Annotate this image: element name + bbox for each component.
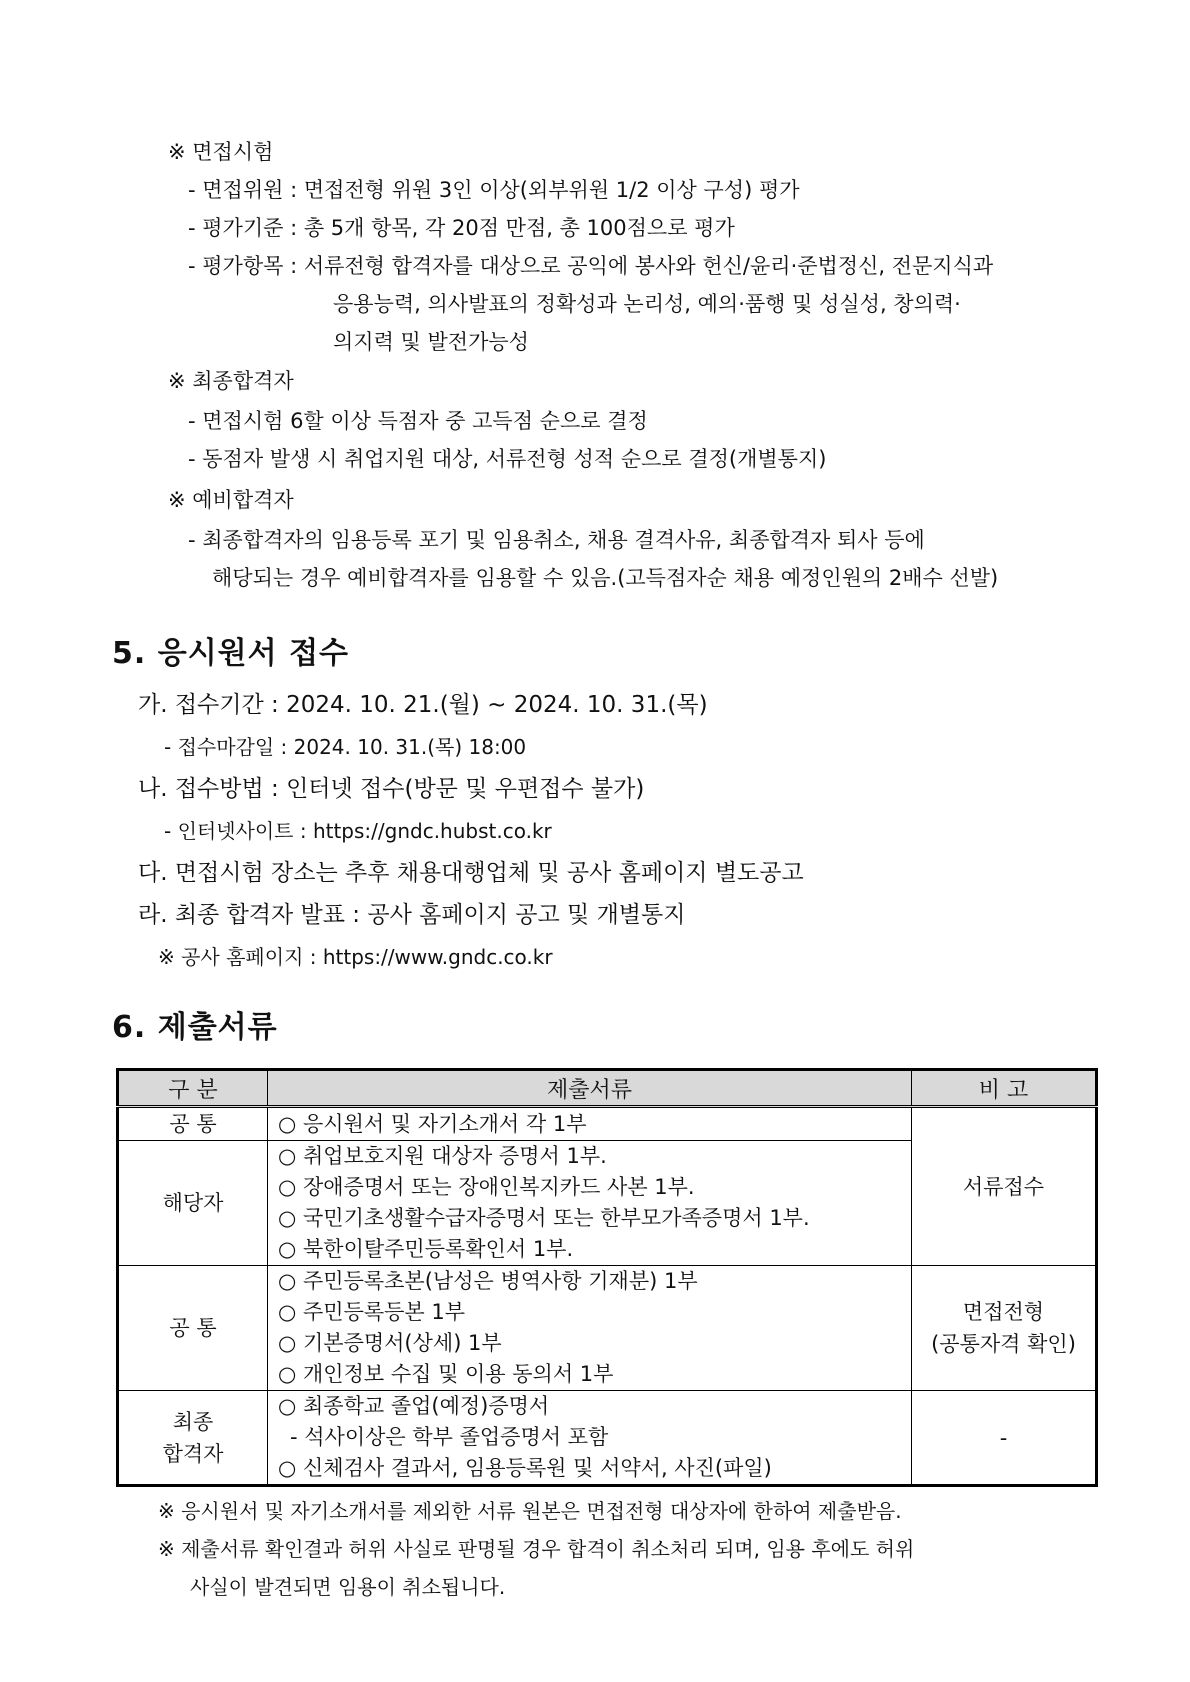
list-item: ○ 북한이탈주민등록확인서 1부. bbox=[278, 1237, 574, 1261]
interview-items-line1: - 평가항목 : 서류전형 합격자를 대상으로 공익에 봉사와 헌신/윤리·준법정신, 전문지식과 bbox=[188, 254, 994, 278]
documents-cell bbox=[268, 1266, 912, 1391]
list-item: ○ 응시원서 및 자기소개서 각 1부 bbox=[278, 1111, 587, 1136]
final-heading: ※ 최종합격자 bbox=[168, 369, 294, 393]
section5-ga: 가. 접수기간 : 2024. 10. 21.(월) ~ 2024. 10. 31.(목) bbox=[138, 692, 708, 718]
documents-cell bbox=[268, 1141, 912, 1266]
list-item: - 석사이상은 학부 졸업증명서 포함 bbox=[290, 1425, 609, 1449]
list-item: ○ 주민등록초본(남성은 병역사항 기재분) 1부 bbox=[278, 1269, 698, 1293]
interview-items-line3: 의지력 및 발전가능성 bbox=[333, 330, 529, 354]
interview-heading: ※ 면접시험 bbox=[168, 140, 274, 164]
remarks-cell: 면접전형 (공통자격 확인) bbox=[912, 1266, 1097, 1391]
reserve-line2: 해당되는 경우 예비합격자를 임용할 수 있음.(고득점자순 채용 예정인원의 2배수 선발) bbox=[212, 566, 999, 590]
table-header-row bbox=[118, 1070, 1097, 1107]
header-documents: 제출서류 bbox=[268, 1070, 912, 1107]
list-item: ○ 주민등록등본 1부 bbox=[278, 1300, 466, 1324]
section5-da: 다. 면접시험 장소는 추후 채용대행업체 및 공사 홈페이지 별도공고 bbox=[138, 860, 804, 886]
final-line2: - 동점자 발생 시 취업지원 대상, 서류전형 성적 순으로 결정(개별통지) bbox=[188, 447, 827, 471]
header-remarks: 비 고 bbox=[912, 1070, 1097, 1107]
list-item: ○ 기본증명서(상세) 1부 bbox=[278, 1331, 502, 1355]
reserve-heading: ※ 예비합격자 bbox=[168, 488, 294, 512]
category-cell: 최종 합격자 bbox=[118, 1391, 268, 1486]
category-cell: 공 통 bbox=[118, 1266, 268, 1391]
section5-ga-sub: - 접수마감일 : 2024. 10. 31.(목) 18:00 bbox=[164, 735, 527, 759]
section5-title: 5. 응시원서 접수 bbox=[112, 636, 350, 671]
category-cell: 공 통 bbox=[118, 1107, 268, 1141]
interview-criteria: - 평가기준 : 총 5개 항목, 각 20점 만점, 총 100점으로 평가 bbox=[188, 216, 735, 240]
table-row bbox=[118, 1266, 1097, 1391]
list-item: ○ 장애증명서 또는 장애인복지카드 사본 1부. bbox=[278, 1175, 695, 1199]
table-row bbox=[118, 1107, 1097, 1141]
interview-committee: - 면접위원 : 면접전형 위원 3인 이상(외부위원 1/2 이상 구성) 평가 bbox=[188, 178, 800, 202]
documents-table bbox=[116, 1068, 1098, 1487]
documents-cell bbox=[268, 1107, 912, 1141]
documents-note-2-line1: ※ 제출서류 확인결과 허위 사실로 판명될 경우 합격이 취소처리 되며, 임용 후에도 허위 bbox=[158, 1537, 915, 1561]
section5-na: 나. 접수방법 : 인터넷 접수(방문 및 우편접수 불가) bbox=[138, 776, 645, 802]
documents-cell bbox=[268, 1391, 912, 1486]
remarks-cell: 서류접수 bbox=[912, 1107, 1097, 1266]
table-row bbox=[118, 1391, 1097, 1486]
section6-title: 6. 제출서류 bbox=[112, 1010, 278, 1045]
list-item: ○ 취업보호지원 대상자 증명서 1부. bbox=[278, 1144, 607, 1168]
list-item: ○ 개인정보 수집 및 이용 동의서 1부 bbox=[278, 1362, 614, 1386]
header-category: 구 분 bbox=[118, 1070, 268, 1107]
section5-na-sub: - 인터넷사이트 : https://gndc.hubst.co.kr bbox=[164, 819, 552, 843]
documents-note-2-line2: 사실이 발견되면 임용이 취소됩니다. bbox=[190, 1575, 506, 1599]
section5-ra-note: ※ 공사 홈페이지 : https://www.gndc.co.kr bbox=[158, 945, 553, 969]
interview-items-line2: 응용능력, 의사발표의 정확성과 논리성, 예의·품행 및 성실성, 창의력· bbox=[333, 292, 961, 316]
list-item: ○ 신체검사 결과서, 임용등록원 및 서약서, 사진(파일) bbox=[278, 1456, 772, 1480]
remarks-cell: - bbox=[912, 1391, 1097, 1486]
list-item: ○ 국민기초생활수급자증명서 또는 한부모가족증명서 1부. bbox=[278, 1206, 810, 1230]
final-line1: - 면접시험 6할 이상 득점자 중 고득점 순으로 결정 bbox=[188, 409, 648, 433]
section5-ra: 라. 최종 합격자 발표 : 공사 홈페이지 공고 및 개별통지 bbox=[138, 902, 686, 928]
category-cell: 해당자 bbox=[118, 1141, 268, 1266]
list-item: ○ 최종학교 졸업(예정)증명서 bbox=[278, 1394, 550, 1418]
documents-note-1: ※ 응시원서 및 자기소개서를 제외한 서류 원본은 면접전형 대상자에 한하여 제출받음. bbox=[158, 1499, 902, 1523]
reserve-line1: - 최종합격자의 임용등록 포기 및 임용취소, 채용 결격사유, 최종합격자 퇴사 등에 bbox=[188, 528, 925, 552]
